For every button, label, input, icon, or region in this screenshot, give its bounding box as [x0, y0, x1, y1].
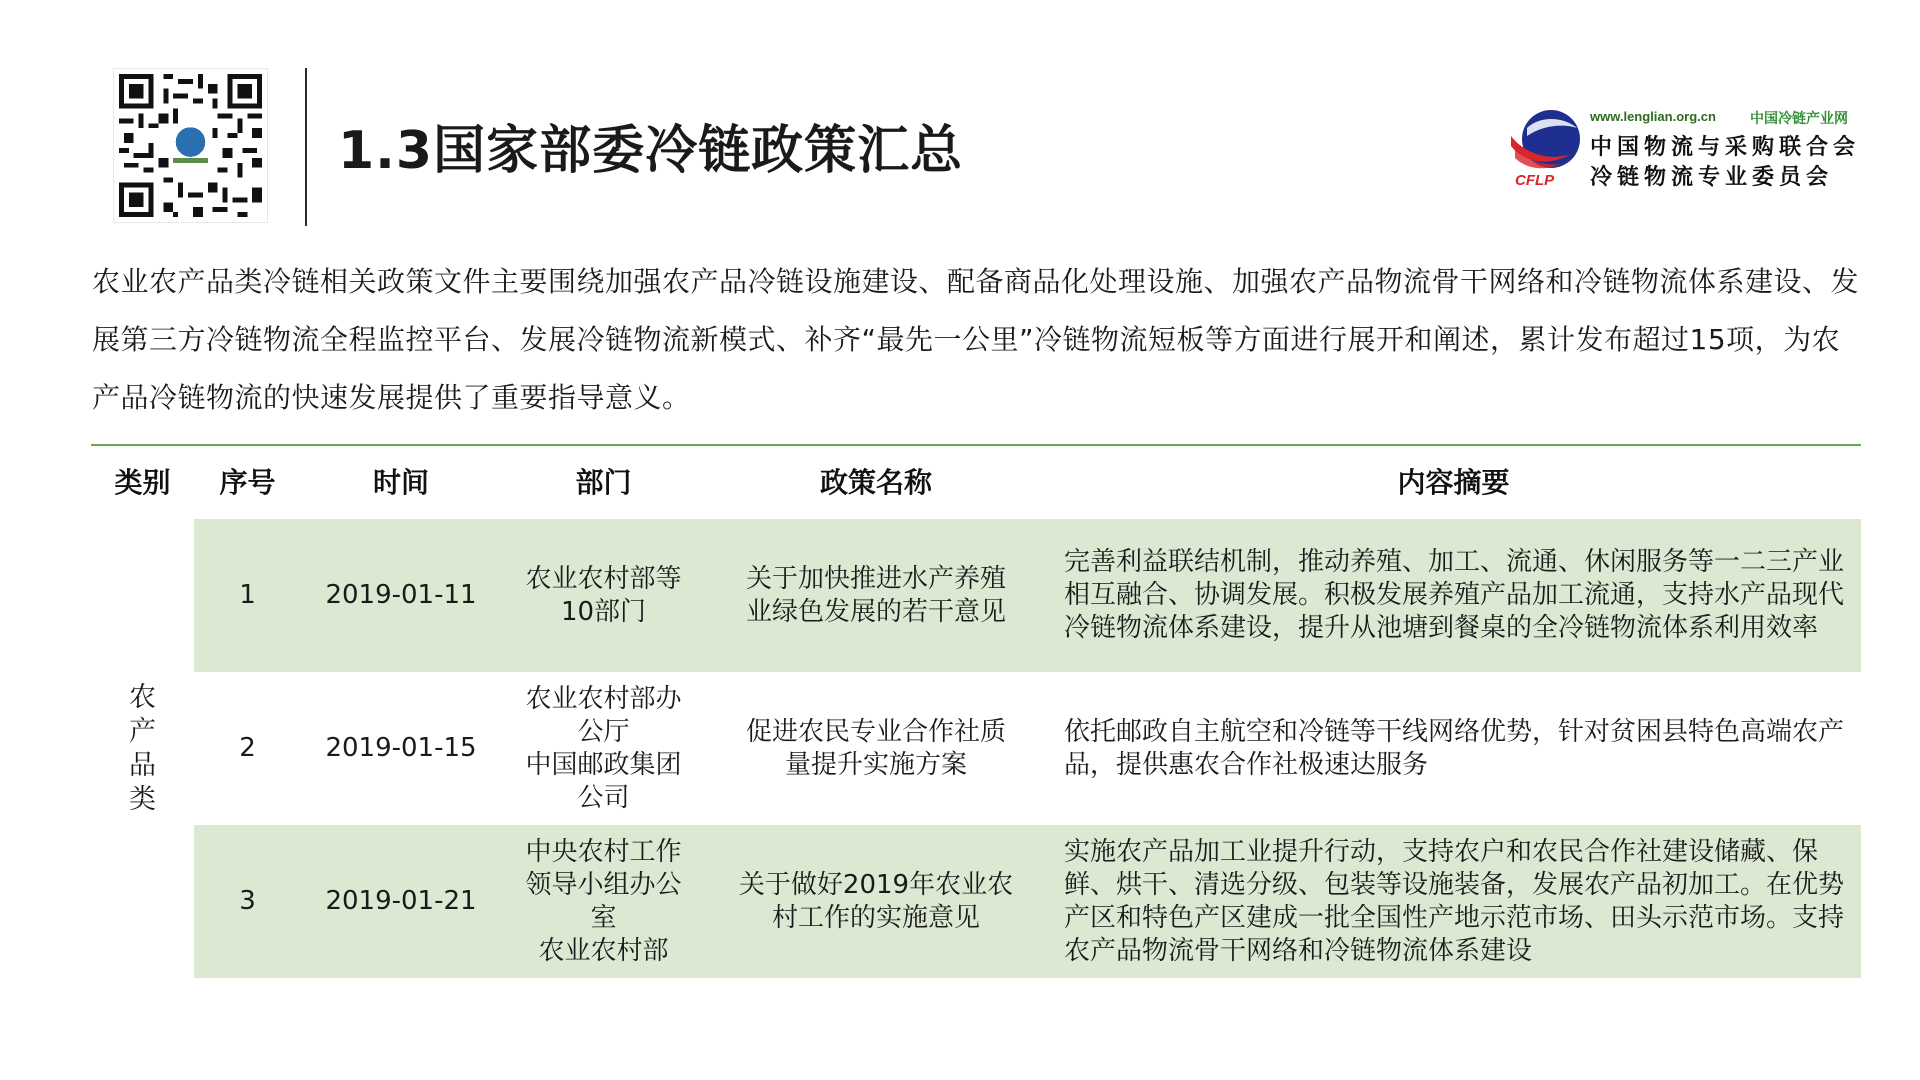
header-divider — [305, 68, 307, 226]
header-dept: 部门 — [501, 445, 706, 518]
cflp-emblem-icon — [1505, 106, 1585, 188]
row-date: 2019-01-15 — [301, 672, 501, 825]
header-index: 序号 — [194, 445, 301, 518]
dept-line: 农业农村部等 — [525, 563, 682, 594]
row-date: 2019-01-21 — [301, 825, 501, 978]
dept-line: 中国邮政集团 — [525, 749, 682, 780]
logo-org-name: 中国物流与采购联合会 — [1590, 135, 1861, 160]
policy-line: 业绿色发展的若干意见 — [745, 596, 1006, 627]
cflp-logo[interactable] — [1505, 104, 1875, 188]
intro-paragraph: 农业农产品类冷链相关政策文件主要围绕加强农产品冷链设施建设、配备商品化处理设施、加强农产品物流骨干网络和冷链物流体系建设、发展第三方冷链物流全程监控平台、发展冷链物流新模式、补齐“最先一公里”冷链物流短板等方面进行展开和阐述，累计发布超过15项，为农产品冷链物流的快速发展提供了重要指导意义。 — [92, 265, 1860, 414]
row-policy — [706, 518, 1046, 673]
dept-line: 农业农村部办 — [525, 683, 682, 714]
policy-line: 促进农民专业合作社质 — [745, 716, 1006, 747]
qr-code-icon — [114, 69, 267, 222]
policy-line: 关于加快推进水产养殖 — [745, 563, 1006, 594]
row-index: 2 — [194, 672, 301, 825]
header-policy: 政策名称 — [706, 445, 1046, 518]
table-row — [91, 825, 1861, 978]
row-dept — [501, 518, 706, 673]
logo-committee-name: 冷链物流专业委员会 — [1590, 165, 1834, 190]
dept-line: 10部门 — [560, 596, 647, 627]
policy-table — [91, 444, 1861, 978]
table-row — [91, 518, 1861, 673]
policy-line: 村工作的实施意见 — [771, 902, 980, 933]
row-index: 1 — [194, 518, 301, 673]
logo-emblem-text: CFLP — [1515, 172, 1555, 188]
header-date: 时间 — [301, 445, 501, 518]
category-label: 农产品类 — [129, 681, 156, 815]
header-category: 类别 — [91, 445, 194, 518]
page-title: 1.3国家部委冷链政策汇总 — [338, 121, 964, 181]
policy-line: 关于做好2019年农业农 — [738, 869, 1014, 900]
dept-line: 室 — [590, 902, 617, 933]
qr-code[interactable] — [113, 68, 268, 223]
row-policy — [706, 672, 1046, 825]
dept-line: 农业农村部 — [538, 935, 669, 966]
table-header-row — [91, 445, 1861, 518]
header-summary: 内容摘要 — [1046, 445, 1861, 518]
row-summary: 实施农产品加工业提升行动，支持农户和农民合作社建设储藏、保鲜、烘干、清选分级、包装等设施装备，发展农产品初加工。在优势产区和特色产区建成一批全国性产地示范市场、田头示范市场。支持农产品物流骨干网络和冷链物流体系建设 — [1046, 825, 1861, 978]
policy-line: 量提升实施方案 — [784, 749, 967, 780]
row-dept — [501, 672, 706, 825]
row-index: 3 — [194, 825, 301, 978]
row-summary: 依托邮政自主航空和冷链等干线网络优势，针对贫困县特色高端农产品，提供惠农合作社极速达服务 — [1046, 672, 1861, 825]
row-policy — [706, 825, 1046, 978]
row-summary: 完善利益联结机制，推动养殖、加工、流通、休闲服务等一二三产业相互融合、协调发展。积极发展养殖产品加工流通，支持水产品现代冷链物流体系建设，提升从池塘到餐桌的全冷链物流体系利用效率 — [1046, 518, 1861, 673]
dept-line: 中央农村工作 — [525, 836, 682, 867]
row-date: 2019-01-11 — [301, 518, 501, 673]
dept-line: 公厅 — [577, 716, 630, 747]
dept-line: 领导小组办公 — [525, 869, 682, 900]
logo-tagline: 中国冷链产业网 — [1750, 111, 1848, 127]
row-dept — [501, 825, 706, 978]
logo-url[interactable]: www.lenglian.org.cn — [1590, 109, 1716, 124]
dept-line: 公司 — [577, 782, 630, 813]
category-cell — [91, 518, 194, 979]
table-row — [91, 672, 1861, 825]
